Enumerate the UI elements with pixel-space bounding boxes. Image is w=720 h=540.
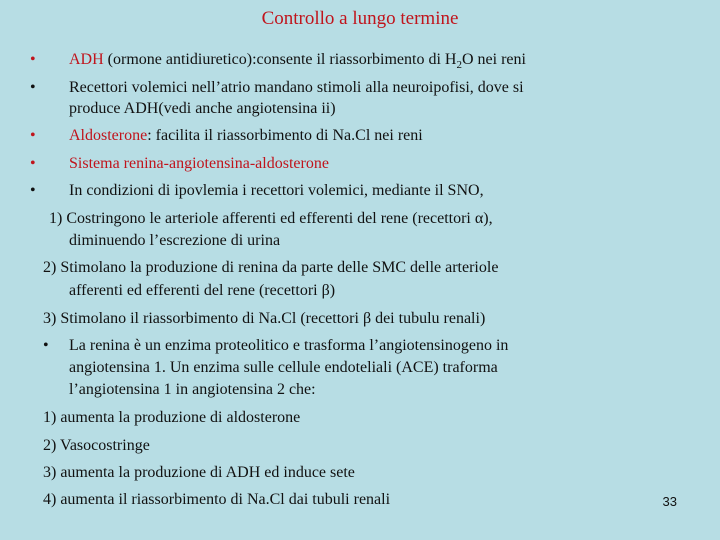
- bullet-marker: •: [30, 182, 36, 199]
- bullet-marker: •: [43, 337, 49, 354]
- bullet-recettori-line1: Recettori volemici nell’atrio mandano stimoli alla neuroipofisi, dove si: [69, 79, 524, 96]
- ang2-item-2: 2) Vasocostringe: [43, 437, 150, 454]
- renina-line3: l’angiotensina 1 in angiotensina 2 che:: [69, 381, 316, 398]
- bullet-recettori-line2: produce ADH(vedi anche angiotensina ii): [69, 100, 336, 117]
- bullet-sistema-raa: Sistema renina-angiotensina-aldosterone: [69, 155, 329, 172]
- aldosterone-term: Aldosterone: [69, 127, 148, 144]
- slide-title: Controllo a lungo termine: [261, 8, 459, 29]
- sno-item-2-line2: afferenti ed efferenti del rene (recettori β): [69, 282, 336, 299]
- ang2-item-1: 1) aumenta la produzione di aldosterone: [43, 409, 301, 426]
- adh-text: (ormone antidiuretico):consente il riassorbimento di H: [103, 51, 457, 68]
- bullet-adh: [69, 50, 526, 72]
- bullet-marker: •: [30, 155, 36, 172]
- adh-text-end: O nei reni: [461, 51, 526, 68]
- sno-item-1-line2: diminuendo l’escrezione di urina: [69, 232, 281, 249]
- bullet-ipovolemia: In condizioni di ipovlemia i recettori volemici, mediante il SNO,: [69, 182, 484, 199]
- bullet-marker: •: [30, 127, 36, 144]
- sno-item-3: 3) Stimolano il riassorbimento di Na.Cl (recettori β dei tubulu renali): [43, 310, 486, 327]
- bullet-aldosterone: [69, 126, 423, 145]
- ang2-item-4: 4) aumenta il riassorbimento di Na.Cl dai tubuli renali: [43, 491, 391, 508]
- ang2-item-3: 3) aumenta la produzione di ADH ed induce sete: [43, 464, 355, 481]
- sno-item-2-line1: 2) Stimolano la produzione di renina da parte delle SMC delle arteriole: [43, 259, 499, 276]
- bullet-marker: •: [30, 79, 36, 96]
- h2o-subscript: 2: [456, 59, 462, 72]
- page-number: 33: [662, 494, 677, 509]
- renina-line2: angiotensina 1. Un enzima sulle cellule endoteliali (ACE) traforma: [69, 359, 498, 376]
- sno-item-1-line1: 1) Costringono le arteriole afferenti ed efferenti del rene (recettori α),: [49, 210, 493, 227]
- renina-line1: La renina è un enzima proteolitico e trasforma l’angiotensinogeno in: [69, 337, 509, 354]
- bullet-marker: •: [30, 51, 36, 68]
- adh-term: ADH: [69, 51, 104, 68]
- aldosterone-text: : facilita il riassorbimento di Na.Cl nei reni: [147, 127, 423, 144]
